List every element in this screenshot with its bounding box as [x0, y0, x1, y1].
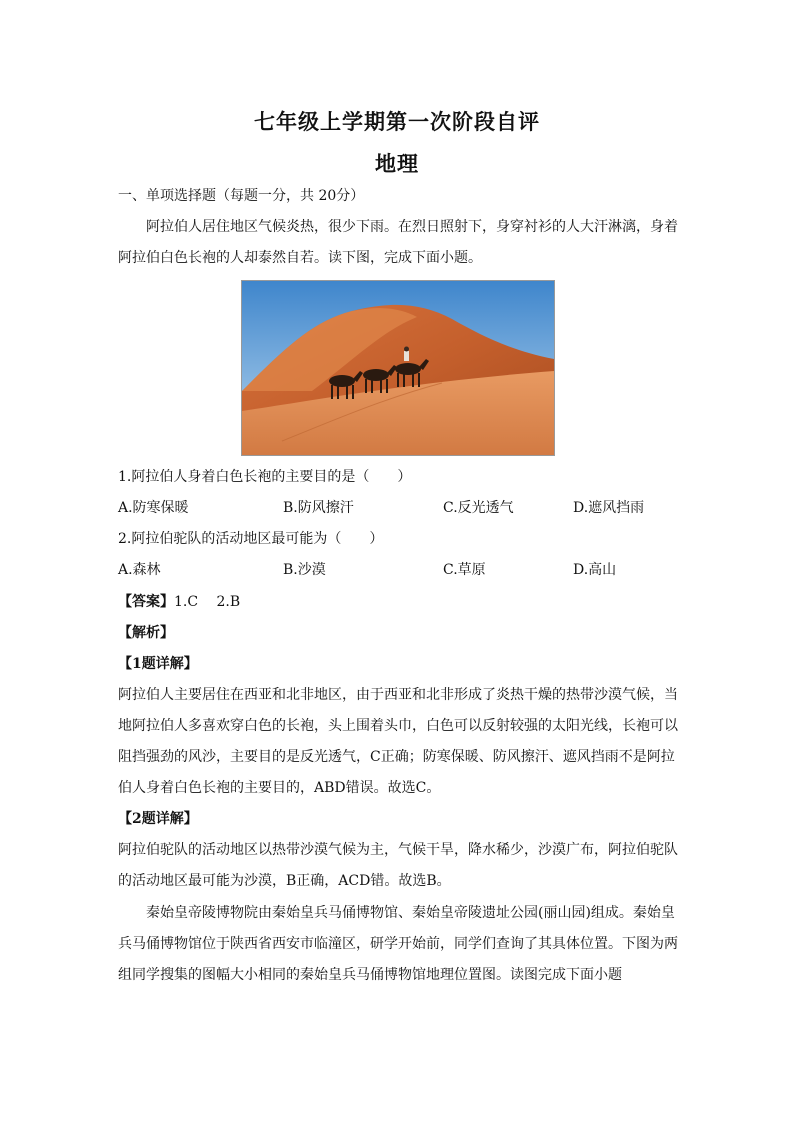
section2-text-line: 兵马俑博物馆位于陕西省西安市临潼区，研学开始前，同学们查询了其具体位置。下图为两: [118, 936, 678, 952]
q2-option-a: A.森林: [118, 562, 161, 578]
analysis-text-line: 的活动地区最可能为沙漠，B正确，ACD错。故选B。: [118, 873, 451, 889]
q1-analysis-label: 【1题详解】: [118, 656, 198, 672]
analysis-text-line: 阻挡强劲的风沙，主要目的是反光透气，C正确；防寒保暖、防风擦汗、遮风挡雨不是阿拉: [118, 749, 675, 765]
analysis-text-line: 阿拉伯驼队的活动地区以热带沙漠气候为主，气候干旱，降水稀少，沙漠广布，阿拉伯驼队: [118, 842, 678, 858]
section2-text-line: 组同学搜集的图幅大小相同的秦始皇兵马俑博物馆地理位置图。读图完成下面小题: [118, 967, 622, 983]
q1-option-b: B.防风擦汗: [283, 500, 354, 516]
q2-analysis-label: 【2题详解】: [118, 811, 198, 827]
question-2-stem: 2.阿拉伯驼队的活动地区最可能为（ ）: [118, 531, 384, 547]
answer-text: 1.C 2.B: [174, 594, 241, 610]
subject-title: 地理: [375, 151, 419, 176]
analysis-text-line: 阿拉伯人主要居住在西亚和北非地区，由于西亚和北非形成了炎热干燥的热带沙漠气候，当: [118, 687, 678, 703]
analysis-label: 【解析】: [118, 625, 174, 641]
desert-camel-photo: [241, 280, 555, 456]
q1-option-a: A.防寒保暖: [118, 500, 189, 516]
analysis-text-line: 伯人身着白色长袍的主要目的，ABD错误。故选C。: [118, 780, 441, 796]
answer-line: [118, 593, 678, 611]
page-title: 七年级上学期第一次阶段自评: [254, 109, 540, 134]
desert-camel-caravan-photo-icon: [242, 281, 554, 455]
q2-option-c: C.草原: [443, 562, 486, 578]
intro-line: 阿拉伯白色长袍的人却泰然自若。读下图，完成下面小题。: [118, 250, 482, 266]
analysis-text-line: 地阿拉伯人多喜欢穿白色的长袍，头上围着头巾，白色可以反射较强的太阳光线，长袍可以: [118, 718, 678, 734]
answer-label: 【答案】: [118, 594, 174, 610]
section2-text-line: 秦始皇帝陵博物院由秦始皇兵马俑博物馆、秦始皇帝陵遗址公园(丽山园)组成。秦始皇: [146, 905, 675, 921]
q1-option-d: D.遮风挡雨: [573, 500, 645, 516]
intro-line: 阿拉伯人居住地区气候炎热，很少下雨。在烈日照射下，身穿衬衫的人大汗淋漓，身着: [146, 219, 678, 235]
q2-option-b: B.沙漠: [283, 562, 326, 578]
question-1-stem: 1.阿拉伯人身着白色长袍的主要目的是（ ）: [118, 469, 412, 485]
section-heading: 一、单项选择题（每题一分，共 20分）: [118, 188, 365, 204]
q1-option-c: C.反光透气: [443, 500, 514, 516]
q2-option-d: D.高山: [573, 562, 617, 578]
